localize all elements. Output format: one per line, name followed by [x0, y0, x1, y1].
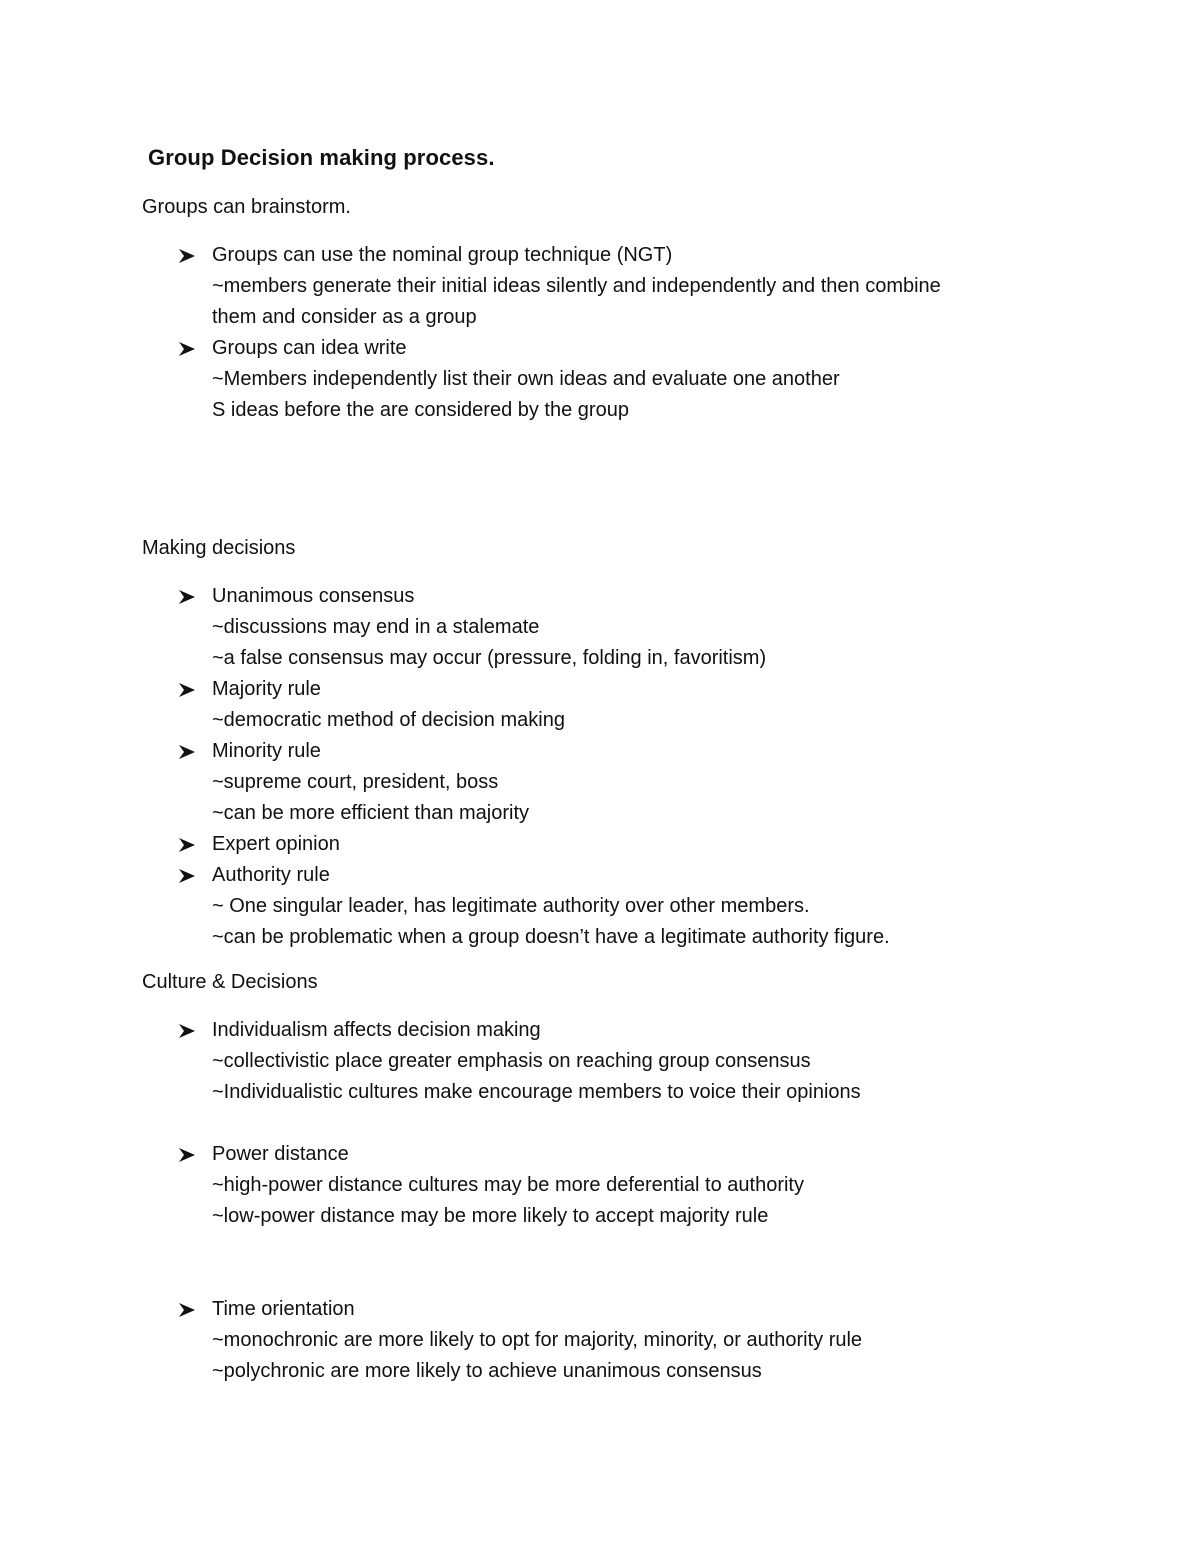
- bullet-detail: ~ One singular leader, has legitimate authority over other members.: [212, 895, 810, 917]
- bullet-label: Groups can idea write: [212, 337, 407, 359]
- bullet-label: Authority rule: [212, 864, 330, 886]
- bullet-detail: S ideas before the are considered by the group: [212, 399, 629, 421]
- bullet-detail: ~discussions may end in a stalemate: [212, 616, 540, 638]
- bullet-label: Individualism affects decision making: [212, 1019, 541, 1041]
- arrow-bullet-icon: [178, 1302, 196, 1318]
- bullet-detail: them and consider as a group: [212, 306, 477, 328]
- document-title: Group Decision making process.: [148, 145, 495, 170]
- bullet-label: Majority rule: [212, 678, 321, 700]
- arrow-bullet-icon: [178, 744, 196, 760]
- bullet-detail: ~low-power distance may be more likely to accept majority rule: [212, 1205, 769, 1227]
- bullet-label: Power distance: [212, 1143, 349, 1165]
- bullet-label: Groups can use the nominal group technique (NGT): [212, 244, 673, 266]
- bullet-label: Minority rule: [212, 740, 321, 762]
- arrow-bullet-icon: [178, 1023, 196, 1039]
- bullet-detail: ~Individualistic cultures make encourage members to voice their opinions: [212, 1081, 861, 1103]
- bullet-detail: ~Members independently list their own ideas and evaluate one another: [212, 368, 840, 390]
- bullet-detail: ~can be problematic when a group doesn’t have a legitimate authority figure.: [212, 926, 890, 948]
- arrow-bullet-icon: [178, 837, 196, 853]
- arrow-bullet-icon: [178, 1147, 196, 1163]
- bullet-label: Unanimous consensus: [212, 585, 415, 607]
- bullet-detail: ~monochronic are more likely to opt for majority, minority, or authority rule: [212, 1329, 863, 1351]
- bullet-detail: ~democratic method of decision making: [212, 709, 565, 731]
- bullet-label: Expert opinion: [212, 833, 340, 855]
- bullet-detail: ~collectivistic place greater emphasis on reaching group consensus: [212, 1050, 811, 1072]
- bullet-detail: ~polychronic are more likely to achieve unanimous consensus: [212, 1360, 762, 1382]
- section-heading-culture: Culture & Decisions: [142, 971, 318, 993]
- arrow-bullet-icon: [178, 589, 196, 605]
- arrow-bullet-icon: [178, 682, 196, 698]
- bullet-detail: ~supreme court, president, boss: [212, 771, 499, 793]
- arrow-bullet-icon: [178, 248, 196, 264]
- arrow-bullet-icon: [178, 341, 196, 357]
- bullet-label: Time orientation: [212, 1298, 355, 1320]
- arrow-bullet-icon: [178, 868, 196, 884]
- bullet-detail: ~members generate their initial ideas silently and independently and then combine: [212, 275, 941, 297]
- bullet-detail: ~high-power distance cultures may be more deferential to authority: [212, 1174, 804, 1196]
- bullet-detail: ~can be more efficient than majority: [212, 802, 530, 824]
- bullet-detail: ~a false consensus may occur (pressure, folding in, favoritism): [212, 647, 767, 669]
- section-heading-brainstorm: Groups can brainstorm.: [142, 196, 351, 218]
- section-heading-decisions: Making decisions: [142, 537, 296, 559]
